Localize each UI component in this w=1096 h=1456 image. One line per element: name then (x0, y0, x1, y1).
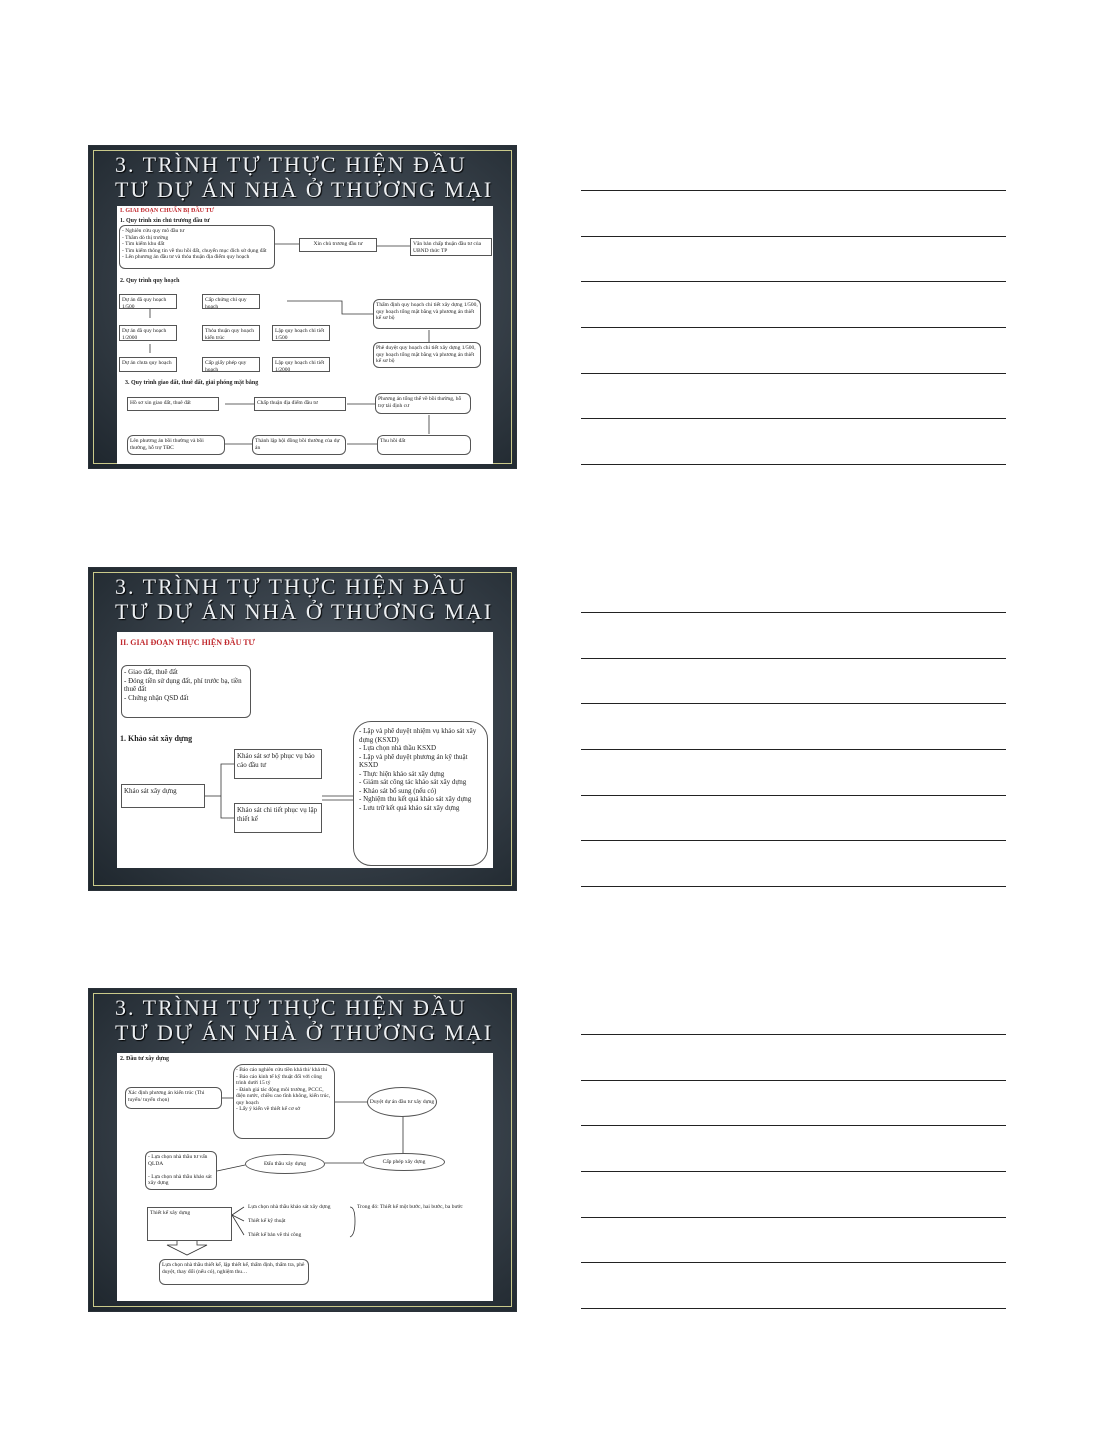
khao-sat-steps-box: - Lập và phê duyệt nhiệm vụ khảo sát xây dựng (KSXD) - Lựa chọn nhà thầu KSXD - Lập và phê duyệt phương án kỹ thuật KSXD - Thực hiện khảo sát xây dựng - Giám sát công tác khảo sát xây dựng - Khảo sát bổ sung (nếu có) - Nghiệm thu kết quả khảo sát xây dựng - Lưu trữ kết quả khảo sát xây dựng (353, 721, 488, 866)
note-line (581, 190, 1006, 191)
slide-content (117, 206, 493, 464)
gd5-box: Thành lập hội đồng bồi thường của dự án (252, 435, 346, 455)
tk1-text: Lựa chọn nhà thầu khảo sát xây dựng (248, 1204, 331, 1210)
gd4-box: Lên phương án bồi thường và bồi thường, hỗ trợ TĐC (127, 435, 225, 455)
qh-c3-box: Lập quy hoạch chi tiết 1/2000 (272, 357, 330, 372)
qh-a2-box: Cấp chứng chỉ quy hoạch (202, 294, 260, 309)
note-line (581, 840, 1006, 841)
slide-1 (88, 145, 517, 469)
qh-b2-box: Thỏa thuận quy hoạch kiến trúc (202, 325, 260, 341)
xd7-box: Thiết kế xây dựng (147, 1207, 232, 1241)
note-line (581, 886, 1006, 887)
note-line (581, 327, 1006, 328)
slide-content (117, 632, 493, 868)
xin-chu-truong-box: Xin chủ trương đầu tư (299, 238, 377, 252)
khao-sat-so-bo-box: Khảo sát sơ bộ phục vụ báo cáo đầu tư (234, 749, 322, 779)
xd2-box: - Báo cáo nghiên cứu tiền khả thi/ khả thi - Báo cáo kinh tế kỹ thuật đối với công trình dưới 15 tỷ - Đánh giá tác động môi trường, PCCC, điện nước, chiều cao tĩnh không, kiến trúc, quy hoạch - Lấy ý kiến về thiết kế cơ sở (233, 1064, 335, 1139)
note-line (581, 1217, 1006, 1218)
gd2-box: Chấp thuận địa điểm đầu tư (254, 397, 346, 411)
slide-title: 3. TRÌNH TỰ THỰC HIỆN ĐẦU TƯ DỰ ÁN NHÀ Ở THƯƠNG MẠI (115, 995, 494, 1045)
section-heading: II. GIAI ĐOẠN THỰC HIỆN ĐẦU TƯ (120, 638, 255, 647)
qh-phe-duyet-box: Phê duyệt quy hoạch chi tiết xây dựng 1/500, quy hoạch tổng mặt bằng và phương án thiết kế sơ bộ (373, 342, 481, 368)
xd5-ellipse: Đấu thầu xây dựng (245, 1154, 325, 1174)
notes-lines-3 (581, 1034, 1006, 1309)
gd1-box: Hồ sơ xin giao đất, thuê đất (127, 397, 219, 411)
tk-note-text: Trong đó: Thiết kế một bước, hai bước, ba bước (357, 1204, 463, 1210)
notes-lines-2 (581, 612, 1006, 887)
khao-sat-box: Khảo sát xây dựng (121, 784, 205, 808)
van-ban-box: Văn bản chấp thuận đầu tư của UBND thức TP (410, 238, 492, 256)
xd3-ellipse: Duyệt dự án đầu tư xây dựng (367, 1087, 437, 1117)
slide-title: 3. TRÌNH TỰ THỰC HIỆN ĐẦU TƯ DỰ ÁN NHÀ Ở THƯƠNG MẠI (115, 152, 494, 202)
prep-box: - Nghiên cứu quy mô đầu tư - Thăm dò thị trường - Tìm kiếm khu đất - Tìm kiếm thông tin về thu hồi đất, chuyển mục đích sử dụng đất - Lên phương án đầu tư và thỏa thuận địa điểm quy hoạch (119, 225, 275, 269)
note-line (581, 1125, 1006, 1126)
note-line (581, 749, 1006, 750)
slide-3 (88, 988, 517, 1312)
note-line (581, 464, 1006, 465)
note-line (581, 658, 1006, 659)
qh-c2-box: Cấp giấy phép quy hoạch (202, 357, 260, 372)
qh-b1-box: Dự án đã quy hoạch 1/2000 (119, 325, 177, 341)
xd6-box: - Lựa chọn nhà thầu tư vấn QLDA - Lựa chọn nhà thầu khảo sát xây dựng (145, 1151, 217, 1190)
subheading-2: 2. Đầu tư xây dựng (120, 1056, 170, 1062)
note-line (581, 703, 1006, 704)
xd1-box: Xác định phương án kiến trúc (Thi tuyển/ tuyển chọn) (125, 1087, 222, 1109)
xd4-ellipse: Cấp phép xây dựng (363, 1153, 445, 1171)
tk2-text: Thiết kế kỹ thuật (248, 1218, 286, 1224)
slide-2 (88, 567, 517, 891)
land-box: - Giao đất, thuê đất - Đóng tiền sử dụng đất, phí trước bạ, tiền thuê đất - Chứng nhận QSD đất (121, 665, 251, 718)
note-line (581, 373, 1006, 374)
note-line (581, 1171, 1006, 1172)
section-heading: I. GIAI ĐOẠN CHUẨN BỊ ĐẦU TƯ (120, 208, 215, 214)
subheading-2: 2. Quy trình quy hoạch (120, 278, 180, 284)
qh-c1-box: Dự án chưa quy hoạch (119, 357, 177, 372)
note-line (581, 795, 1006, 796)
xd8-box: Lựa chọn nhà thầu thiết kế, lập thiết kế, thẩm định, thẩm tra, phê duyệt, thay đổi (nếu có), nghiệm thu… (159, 1259, 309, 1285)
subheading-1: 1. Quy trình xin chủ trương đầu tư (120, 218, 210, 224)
note-line (581, 1034, 1006, 1035)
tk3-text: Thiết kế bản vẽ thi công (248, 1232, 302, 1238)
notes-lines-1 (581, 190, 1006, 465)
note-line (581, 1308, 1006, 1309)
slide-title: 3. TRÌNH TỰ THỰC HIỆN ĐẦU TƯ DỰ ÁN NHÀ Ở THƯƠNG MẠI (115, 574, 494, 624)
note-line (581, 281, 1006, 282)
qh-b3-box: Lập quy hoạch chi tiết 1/500 (272, 325, 330, 341)
note-line (581, 418, 1006, 419)
khao-sat-chi-tiet-box: Khảo sát chi tiết phục vụ lập thiết kế (234, 803, 322, 833)
gd6-box: Thu hồi đất (377, 435, 471, 455)
note-line (581, 236, 1006, 237)
note-line (581, 1262, 1006, 1263)
note-line (581, 612, 1006, 613)
note-line (581, 1080, 1006, 1081)
subheading-1: 1. Khảo sát xây dựng (120, 734, 193, 743)
subheading-3: 3. Quy trình giao đất, thuê đất, giải phóng mặt bằng (125, 380, 259, 386)
qh-tham-dinh-box: Thẩm định quy hoạch chi tiết xây dựng 1/500, quy hoạch tổng mặt bằng và phương án thiết kế sơ bộ (373, 299, 481, 329)
qh-a1-box: Dự án đã quy hoạch 1/500 (119, 294, 177, 309)
slide-content (117, 1053, 493, 1301)
gd3-box: Phương án tổng thể về bồi thường, hỗ trợ tái định cư (375, 393, 471, 414)
